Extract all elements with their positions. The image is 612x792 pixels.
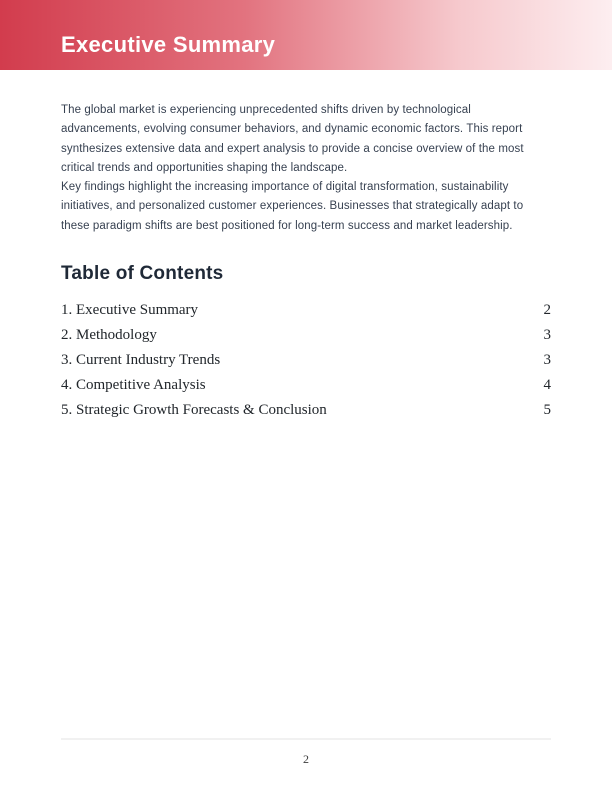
toc-entry-executive-summary[interactable] bbox=[61, 302, 551, 327]
toc-entry-page-number: 2 bbox=[543, 302, 551, 319]
toc-entry-label: 3. Current Industry Trends bbox=[61, 352, 221, 369]
page-title: Executive Summary bbox=[61, 31, 276, 57]
toc-entry-strategic-growth-forecasts[interactable] bbox=[61, 402, 551, 427]
toc-entry-page-number: 3 bbox=[543, 327, 551, 344]
toc-entry-page-number: 5 bbox=[543, 402, 551, 419]
toc-entry-label: 2. Methodology bbox=[61, 327, 157, 344]
toc-entry-current-industry-trends[interactable] bbox=[61, 352, 551, 377]
page-content bbox=[0, 70, 612, 427]
page-footer bbox=[61, 729, 551, 792]
toc-entry-label: 1. Executive Summary bbox=[61, 302, 199, 319]
toc-list bbox=[61, 302, 551, 427]
toc-entry-competitive-analysis[interactable] bbox=[61, 377, 551, 402]
footer-page-number: 2 bbox=[303, 752, 309, 766]
toc-heading: Table of Contents bbox=[61, 263, 224, 285]
summary-paragraph-1: The global market is experiencing unprecedented shifts driven by technological advancements, evolving consumer behaviors, and dynamic economic factors. This report synthesizes extensive data and expert analysis to provide a concise overview of the most critical trends and opportunities shaping the landscape. bbox=[61, 104, 524, 174]
toc-entry-label: 4. Competitive Analysis bbox=[61, 377, 206, 394]
footer-divider bbox=[61, 738, 551, 740]
page-header-banner bbox=[0, 0, 612, 70]
toc-entry-methodology[interactable] bbox=[61, 327, 551, 352]
toc-entry-page-number: 4 bbox=[543, 377, 551, 394]
summary-paragraph-2: Key findings highlight the increasing importance of digital transformation, sustainability initiatives, and personalized customer experiences. Businesses that strategically adapt to these paradigm shifts are best positioned for long-term success and market leadership. bbox=[61, 181, 524, 232]
toc-entry-label: 5. Strategic Growth Forecasts & Conclusion bbox=[61, 402, 327, 419]
toc-entry-page-number: 3 bbox=[543, 352, 551, 369]
summary-text-block bbox=[61, 101, 551, 236]
